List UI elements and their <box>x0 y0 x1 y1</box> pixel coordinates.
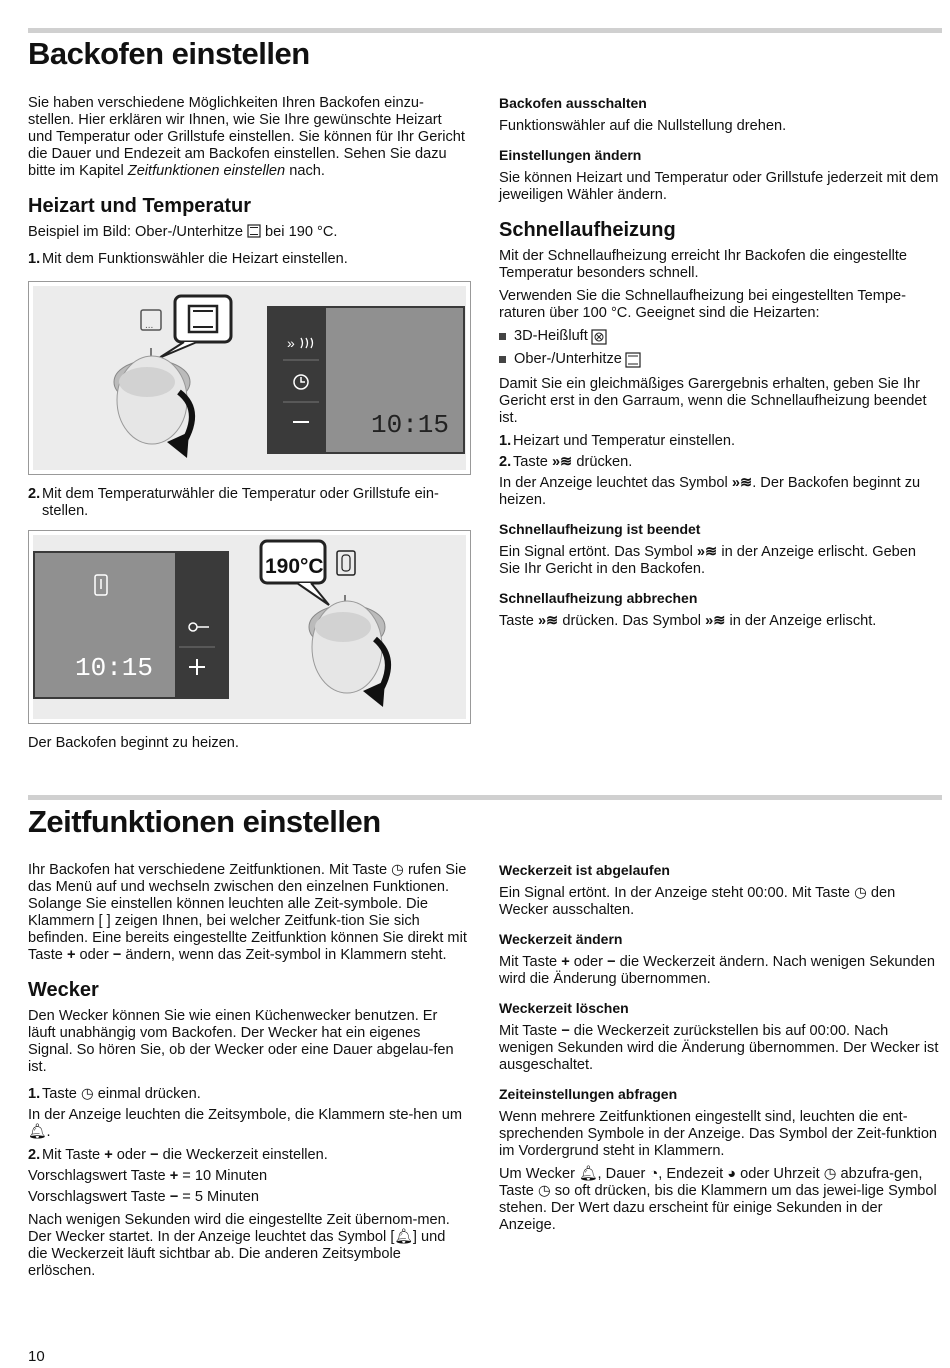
heading-abgelaufen: Weckerzeit ist abgelaufen <box>499 862 670 878</box>
heading-wecker: Wecker <box>28 979 99 1001</box>
schnell-p3: Damit Sie ein gleichmäßiges Garergebnis erhalten, geben Sie Ihr Gericht erst in den Garraum, wenn die Schnellaufheizung beendet ist. <box>499 376 927 426</box>
ausschalten-text: Funktionswähler auf die Nullstellung drehen. <box>499 118 787 134</box>
clock-icon: ◷ <box>391 862 404 878</box>
right-column-1 <box>499 83 941 636</box>
schnell-anzeige-text: In der Anzeige leuchtet das Symbol »≋. Der Backofen beginnt zu heizen. <box>499 475 921 508</box>
ober-unterhitze-icon <box>247 224 261 238</box>
schnellaufheizung-icon: »≋ <box>537 613 559 629</box>
bell-icon: 🔔︎ <box>579 1166 598 1182</box>
wecker-end-text: Nach wenigen Sekunden wird die eingestellte Zeit übernom-men. Der Wecker startet. In der Anzeige leuchtet das Symbol [🔔︎] und die Weckerzeit läuft sichtbar ab. Die anderen Zeitsymbole erlöschen. <box>28 1212 450 1279</box>
vorschlag-minus: Vorschlagswert Taste − = 5 Minuten <box>28 1189 259 1205</box>
figure-funktionswaehler <box>28 281 471 475</box>
schnellaufheizung-icon: »≋ <box>696 544 718 560</box>
heading-abbrechen: Schnellaufheizung abbrechen <box>499 590 698 606</box>
minus-icon: − <box>561 1023 570 1039</box>
einstellungen-aendern-text: Sie können Heizart und Temperatur oder Grillstufe jederzeit mit dem jeweiligen Wähler ändern. <box>499 170 939 203</box>
svg-text:...: ... <box>145 320 154 331</box>
clock-icon: ◷ <box>823 1166 837 1182</box>
step-2-block <box>28 486 468 524</box>
wecker-step-2: 2. Mit Taste + oder − die Weckerzeit einstellen. <box>28 1147 328 1163</box>
wecker-step-1: 1. Taste ◷ einmal drücken. <box>28 1086 201 1102</box>
section-rule-zeit <box>28 795 942 800</box>
ober-unterhitze-icon <box>625 352 641 368</box>
vorschlag-plus: Vorschlagswert Taste + = 10 Minuten <box>28 1168 268 1184</box>
schnell-step-1: 1. Heizart und Temperatur einstellen. <box>499 433 735 449</box>
3d-heissluft-icon <box>591 329 607 345</box>
dauer-icon: ◔ <box>649 1166 659 1182</box>
plus-icon: + <box>169 1168 179 1184</box>
endezeit-icon: ◕ <box>727 1166 737 1182</box>
step-2: 2. Mit dem Temperaturwähler die Temperatur oder Grillstufe ein-stellen. <box>28 486 439 519</box>
left-column-2 <box>28 862 468 1286</box>
heading-weckerzeit-aendern: Weckerzeit ändern <box>499 931 623 947</box>
zeit-intro: Ihr Backofen hat verschiedene Zeitfunktionen. Mit Taste ◷ rufen Sie das Menü auf und wechseln zwischen den einzelnen Funktionen. Solange Sie einstellen können leuchten alle Zeit-symbole. Die Klammern [ ] zeigen Ihnen, bei welcher Zeitfunk-tion Sie sich befinden. Eine bereits eingestellte Zeitfunktion können Sie direkt mit Taste + oder − ändern, wenn das Zeit-symbol in Klammern steht. <box>28 862 467 963</box>
heading-schnellaufheizung: Schnellaufheizung <box>499 219 676 241</box>
abfragen-text-2: Um Wecker 🔔︎, Dauer ◔, Endezeit ◕ oder Uhrzeit ◷ abzufra-gen, Taste ◷ so oft drücken, bis die Klammern um das jewei-lige Symbol stehen. Der Wert dazu erscheint für einige Sekunden in der Anzeige. <box>499 1166 937 1233</box>
abfragen-text-1: Wenn mehrere Zeitfunktionen eingestellt sind, leuchten die ent-sprechenden Symbole in der Anzeige. Das Symbol der Zeit-funktion im Vordergrund steht in Klammern. <box>499 1109 938 1159</box>
page-number: 10 <box>28 1348 45 1365</box>
beendet-text: Ein Signal ertönt. Das Symbol »≋ in der Anzeige erlischt. Geben Sie Ihr Gericht in den Backofen. <box>499 544 917 577</box>
heading-ausschalten: Backofen ausschalten <box>499 95 647 111</box>
schnellaufheizung-icon: »≋ <box>731 475 753 491</box>
fig1-time-display: 10:15 <box>371 410 450 440</box>
heading-einstellungen-aendern: Einstellungen ändern <box>499 147 642 163</box>
abbrechen-text: Taste »≋ drücken. Das Symbol »≋ in der Anzeige erlischt. <box>499 613 877 629</box>
heading-abfragen: Zeiteinstellungen abfragen <box>499 1086 678 1102</box>
schnell-p2: Verwenden Sie die Schnellaufheizung bei eingestellten Tempe-raturen über 100 °C. Geeignet sind die Heizarten: <box>499 288 907 321</box>
minus-icon: − <box>112 947 122 963</box>
schnellaufheizung-icon: »≋ <box>705 613 726 629</box>
figure-temperaturwaehler <box>28 530 471 724</box>
bell-icon: 🔔︎ <box>28 1124 47 1140</box>
clock-icon: ◷ <box>854 885 867 901</box>
minus-icon: − <box>150 1147 159 1163</box>
abgelaufen-text: Ein Signal ertönt. In der Anzeige steht 00:00. Mit Taste ◷ den Wecker ausschalten. <box>499 885 896 918</box>
minus-icon: − <box>169 1189 179 1205</box>
plus-icon: + <box>66 947 76 963</box>
heading-heizart: Heizart und Temperatur <box>28 195 251 217</box>
clock-icon: ◷ <box>80 1086 94 1102</box>
loeschen-text: Mit Taste − die Weckerzeit zurückstellen bis auf 00:00. Nach wenigen Sekunden wird die Änderung übernommen. Der Wecker ist ausgeschaltet. <box>499 1023 939 1073</box>
schnellaufheizung-icon: »≋ <box>551 454 573 470</box>
minus-icon: − <box>607 954 616 970</box>
section-title-zeitfunktionen: Zeitfunktionen einstellen <box>28 804 381 839</box>
schnell-step-2: 2. Taste »≋ drücken. <box>499 454 633 470</box>
bell-icon: 🔔︎ <box>394 1229 413 1245</box>
svg-text:»: » <box>287 335 295 351</box>
heading-loeschen: Weckerzeit löschen <box>499 1000 629 1016</box>
clock-icon: ◷ <box>537 1183 551 1199</box>
section-rule-top <box>28 28 942 33</box>
intro-paragraph: Sie haben verschiedene Möglichkeiten Ihren Backofen einzu-stellen. Hier erklären wir Ihnen, wie Sie Ihre gewünschte Heizart und Temperatur oder Grillstufe einstellen. Sie können für Ihr Gericht die Dauer und Endezeit am Backofen einstellen. Sehen Sie dazu bitte im Kapitel Zeitfunktionen einstellen nach. <box>28 95 465 179</box>
step-1: 1. Mit dem Funktionswähler die Heizart einstellen. <box>28 251 348 267</box>
result-block <box>28 735 468 758</box>
wecker-step-1-sub: In der Anzeige leuchten die Zeitsymbole, die Klammern ste-hen um 🔔︎. <box>28 1107 462 1140</box>
bullet-3d-heissluft: 3D-Heißluft <box>499 328 941 345</box>
plus-icon: + <box>561 954 570 970</box>
plus-icon: + <box>104 1147 113 1163</box>
weckerzeit-aendern-text: Mit Taste + oder − die Weckerzeit ändern. Nach wenigen Sekunden wird die Änderung übernommen. <box>499 954 935 987</box>
right-column-2 <box>499 850 941 1240</box>
wecker-text: Den Wecker können Sie wie einen Küchenwecker benutzen. Er läuft unabhängig vom Backofen. Der Wecker hat ein eigenes Signal. So hören Sie, ob der Wecker oder eine Dauer abgelau-fen ist. <box>28 1008 454 1075</box>
fig2-time-display: 10:15 <box>75 653 154 683</box>
heading-beendet: Schnellaufheizung ist beendet <box>499 521 701 537</box>
result-text: Der Backofen beginnt zu heizen. <box>28 735 239 751</box>
bullet-ober-unterhitze: Ober-/Unterhitze <box>499 351 941 368</box>
schnell-p1: Mit der Schnellaufheizung erreicht Ihr Backofen die eingestellte Temperatur besonders schnell. <box>499 248 908 281</box>
left-column-1 <box>28 95 468 272</box>
example-text: Beispiel im Bild: Ober-/Unterhitze bei 190 °C. <box>28 224 338 240</box>
section-title-backofen: Backofen einstellen <box>28 36 310 71</box>
fig2-temp-display: 190°C <box>265 555 324 578</box>
